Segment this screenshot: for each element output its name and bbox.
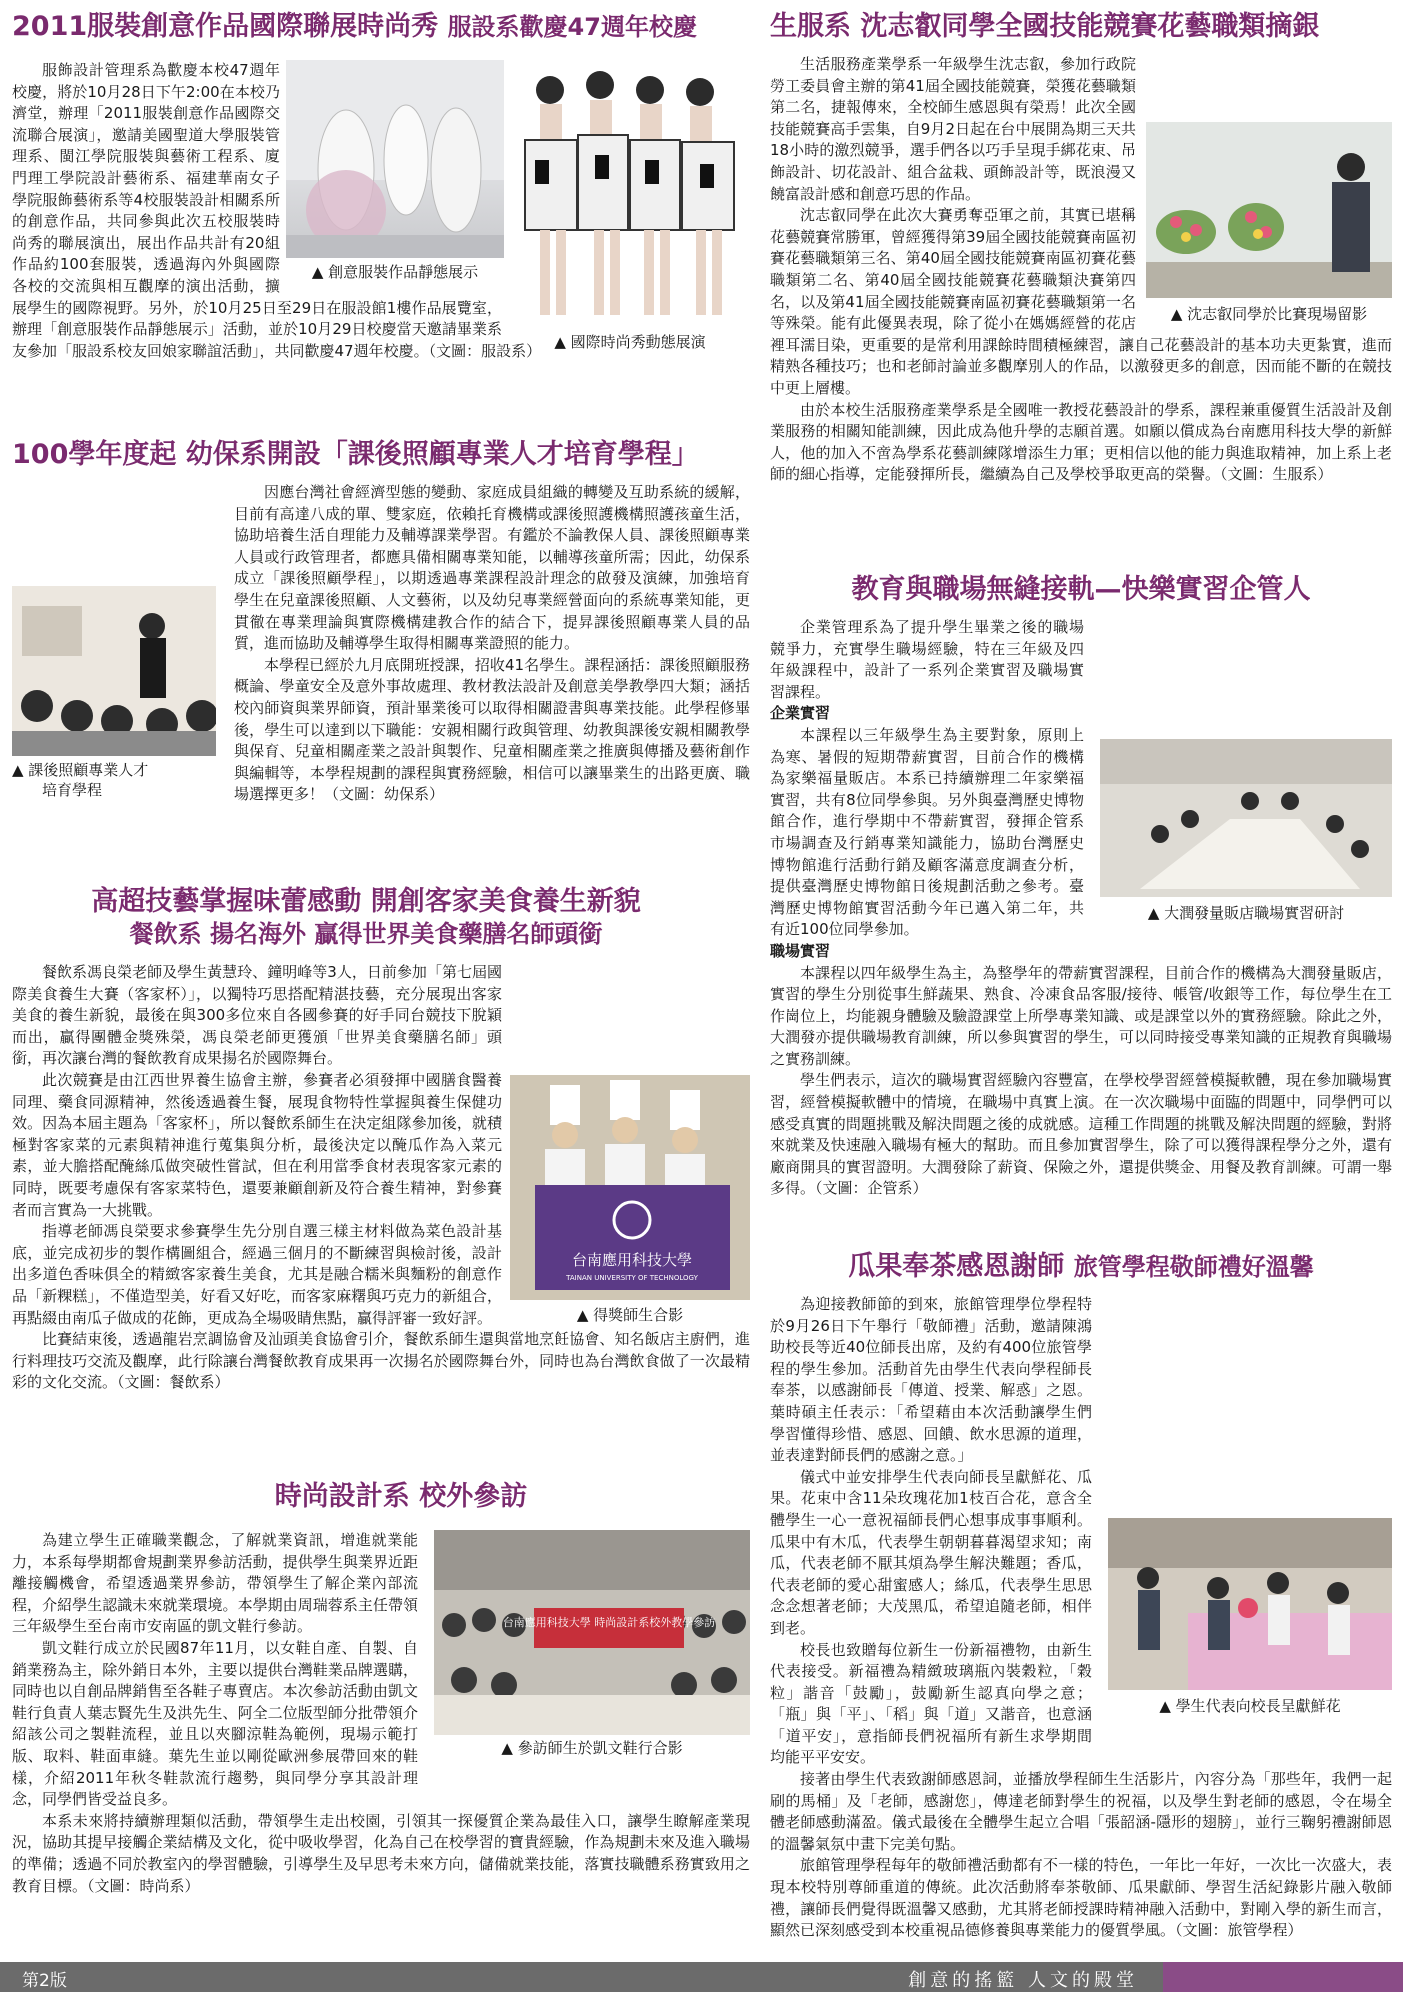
caption: ▲ 得獎師生合影 — [576, 1306, 684, 1324]
article-body: 企業管理系為了提升學生畢業之後的職場競爭力，充實學生職場經驗，特在三年級及四年級課程中，設計了一系列企業實習及職場實習課程。 企業實習 本課程以三年級學生為主要對象，原則上為寒、暑假的短期帶薪實習，目前合作的機構為家樂福量販店。本系已持續辦理二年家樂福實習，共有8位同學參與。另外與臺灣歷史博物館合作，進行學期中不帶薪實習，發揮企管系市場調查及行銷專業知識能力，協助台灣歷史博物館進行活動行銷及顧客滿意度調查分析，提供臺灣歷史博物館日後規劃活動之參考。臺灣歷史博物館實習活動今年已邁入第二年，共有近100位同學參加。 職場實習 本課程以四年級學生為主，為整學年的帶薪實習課程，目前合作的機構為大潤發量販店，實習的學生分別從事生鮮蔬果、熟食、冷凍食品客服/接待、帳管/收銀等工作，每位學生在工作崗位上，均能親身體驗及驗證課堂上所學專業知識、或是課堂以外的實務經驗。除此之外，大潤發亦提供職場教育訓練，所以參與實習的學生，可以同時接受專業知識的正規教育與職場之實務訓練。 學生們表示，這次的職場實習經驗內容豐富，在學校學習經營模擬軟體，現在參加職場實習，經營模擬軟體中的情境，在職場中真實上演。在一次次職場中面臨的問題中，同學們可以感受真實的問題挑戰及解決問題之後的成就感。這種工作問題的挑戰及解決問題的經驗，對將來就業及快速融入職場有極大的幫助。而且參加實習學生，除了可以獲得課程學分之外，還有廠商開具的實習證明。大潤發除了薪資、保險之外，還提供獎金、用餐及教育訓練。可謂一舉多得。（文圖：企管系） — [770, 618, 1392, 1198]
banner-text: 台南應用科技大學 時尚設計系校外教學參訪 — [502, 1616, 716, 1629]
footer-band — [1163, 1962, 1403, 1992]
article-body: 生活服務產業學系一年級學生沈志叡，參加行政院勞工委員會主辦的第41屆全國技能競賽，榮獲花藝職類第二名，捷報傳來，全校師生感恩與有榮焉！此次全國技能競賽高手雲集，自9月2日起在台中展開為期三天共18小時的激烈競爭，選手們各以巧手呈現手綁花束、吊飾設計、切花設計、組合盆栽、頭飾設計等，既浪漫又饒富設計感和創意巧思的作品。 沈志叡同學在此次大賽勇奪亞軍之前，其實已堪稱花藝競賽常勝軍，曾經獲得第39屆全國技能競賽南區初賽花藝職類第三名、第40屆全國技能競賽南區初賽花藝職類第二名、第40屆全國技能競賽花藝職類決賽第四名，以及第41屆全國技能競賽南區初賽花藝職類第一名等殊榮。能有此優異表現，除了從小在媽媽經營的花店裡耳濡目染，更重要的是常利用課餘時間積極練習，讓自己花藝設計的基本功夫更紮實，進而精熟各種技巧；也和老師討論並多觀摩別人的作品，以激發更多的創意，因而能不斷的在競技中更上層樓。 由於本校生活服務產業學系是全國唯一教授花藝設計的學系，課程兼重優質生活設計及創業服務的相關知能訓練，因此成為他升學的志願首選。如願以償成為台南應用科技大學的新鮮人，他的加入不啻為學系花藝訓練隊增添生力軍；更相信以他的能力與進取精神，加上系上老師的細心指導，定能發揮所長，繼續為自己及學校爭取更高的榮譽。（文圖：生服系） — [770, 55, 1392, 484]
article-title: 生服系 沈志叡同學全國技能競賽花藝職類摘銀 — [770, 11, 1320, 42]
article-title: 教育與職場無縫接軌—快樂實習企管人 — [851, 574, 1311, 605]
caption: ▲ 課後照顧專業人才 培育學程 — [12, 761, 149, 799]
banner-text-en: TAINAN UNIVERSITY OF TECHNOLOGY — [566, 1274, 698, 1282]
article-body: 因應台灣社會經濟型態的變動、家庭成員組織的轉變及互助系統的緩解，目前有高達八成的單、雙家庭，依賴托育機構或課後照護機構照護孩童生活，協助培養生活自理能力及輔導課業學習。有鑑於不論教保人員、課後照顧專業人員或行政管理者，都應具備相關專業知能，以輔導孩童所需；因此，幼保系成立「課後照顧學程」，以期透過專業課程設計理念的啟發及演練，加強培育學生在兒童課後照顧、人文藝術，以及幼兒專業經營面向的系統專業知能，更貫徹在專業理論與實際機構建教合作的結合下，提昇課後照顧專業人員的品質，進而協助及輔導學生取得相關專業證照的能力。 本學程已經於九月底開班授課，招收41名學生。課程涵括：課後照顧服務概論、學童安全及意外事故處理、教材教法設計及創意美學教學四大類；涵括校內師資與業界師資，預計畢業後可以取得相關證書與專業技能。此學程修畢後，學生可以達到以下職能：安親相關行政與管理、幼教與課後安親相關教學與保育、兒童相關產業之設計與製作、兒童相關產業之推廣與傳播及藝術創作與編輯等，本學程規劃的課程與實務經驗，相信可以讓畢業生的出路更廣、職場選擇更多！（文圖：幼保系） — [234, 483, 750, 804]
page-number: 第2版 — [22, 1971, 67, 1991]
article-after-school-program — [12, 438, 750, 858]
article-title: 時尚設計系 校外參訪 — [274, 1481, 528, 1512]
article-hakka-cuisine — [12, 885, 750, 1455]
article-field-trip — [12, 1480, 750, 1950]
article-floral-competition — [770, 10, 1392, 555]
article-body: 服飾設計管理系為歡慶本校47週年校慶，將於10月28日下午2:00在本校乃濟堂，辦理「2011服裝創意作品國際交流聯合展演」，邀請美國聖道大學服裝管理系、閩江學院服裝與藝術工程系、廈門理工學院設計藝術系、福建華南女子學院服飾藝術系等4校服裝設計相關系所的創意作品，共同參與此次五校服裝時尚秀的聯展演出，展出作品共計有20組作品約100套服裝，透過海內外與國際各校的交流與相互觀摩的演出活動，擴展學生的國際視野。另外，於10月25日至29日在服設館1樓作品展覽室，辦理「創意服裝作品靜態展示」活動，並於10月29日校慶當天邀請畢業系友參加「服設系校友回娘家聯誼活動」，共同歡慶47週年校慶。（文圖：服設系） — [12, 61, 542, 360]
section-label: 企業實習 — [770, 704, 831, 723]
article-title: 高超技藝掌握味蕾感動 開創客家美食養生新貌 — [91, 886, 641, 917]
article-title: 2011服裝創意作品國際聯展時尚秀 服設系歡慶47週年校慶 — [12, 11, 697, 42]
footer-motto: 創意的搖籃 人文的殿堂 — [908, 1970, 1138, 1991]
article-fashion-show — [12, 10, 750, 410]
article-body: 為建立學生正確職業觀念，了解就業資訊，增進就業能力，本系每學期都會規劃業界參訪活動，提供學生與業界近距離接觸機會，希望透過業界參訪，帶領學生了解企業內部流程，介紹學生認識未來就業環境。本學期由周瑞蓉系主任帶領三年級學生至台南市安南區的凱文鞋行參訪。 凱文鞋行成立於民國87年11月，以女鞋自產、自製、自銷業務為主，除外銷日本外，主要以提供台灣鞋業品牌選購，同時也以自創品牌銷售至各鞋子專賣店。本次參訪活動由凱文鞋行負責人葉志賢先生及洪先生、阿全二位版型師分批帶領介紹該公司之製鞋流程，並且以夾腳涼鞋為範例，現場示範打版、取料、鞋面車縫。葉先生並以剛從歐洲參展帶回來的鞋樣，介紹2011年秋冬鞋款流行趨勢，與同學分享其設計理念，同學們皆受益良多。 本系未來將持續辦理類似活動，帶領學生走出校園，引領其一探優質企業為最佳入口，讓學生瞭解產業現況，協助其提早接觸企業結構及文化，從中吸收學習，化為自己在校學習的寶貴經驗，作為規劃未來及進入職場的準備；透過不同於教室內的學習體驗，引導學生及早思考未來方向，儲備就業技能，落實技職體系務實致用之教育目標。（文圖：時尚系） — [12, 1531, 750, 1895]
article-body: 餐飲系馮良榮老師及學生黃慧玲、鐘明峰等3人，日前參加「第七屆國際美食養生大賽（客家杯）」，以獨特巧思搭配精湛技藝，充分展現出客家美食的養生新貌，最後在與300多位來自各國參賽的好手同台競技下脫穎而出，贏得團體金獎殊榮，馮良榮老師更獲頒「世界美食藥膳名師」頭銜，再次讓台灣的餐飲教育成果揚名於國際舞台。 此次競賽是由江西世界養生協會主辦，參賽者必須發揮中國膳食醫養同理、藥食同源精神，然後透過養生餐，展現食物特性掌握與養生保健功效。因為本屆主題為「客家杯」，所以餐飲系師生在決定組隊參加後，就積極對客家菜的元素與精神進行蒐集與分析，最後決定以醃瓜作為入菜元素，並大膽搭配醃絲瓜做突破性嘗試，但在利用當季食材表現客家元素的同時，既要考慮保有客家菜特色，還要兼顧創新及符合養生精神，對參賽者而言實為一大挑戰。 指導老師馮良榮要求參賽學生先分別自選三樣主材料做為菜色設計基底，並完成初步的製作構圖組合，經過三個月的不斷練習與檢討後，設計出多道色香味俱全的精緻客家養生美食，尤其是融合糯米與麵粉的創意作品「新粿糕」，不僅造型美，好看又好吃，而客家麻糬與巧克力的新組合，再點綴由南瓜子做成的花飾，更成為全場吸睛焦點，贏得評審一致好評。 比賽結束後，透過龍岩烹調協會及汕頭美食協會引介，餐飲系師生還與當地烹飪協會、知名飯店主廚們，進行料理技巧交流及觀摩，此行除讓台灣餐飲教育成果再一次揚名於國際舞台外，同時也為台灣飲食做了一次最精彩的文化交流。（文圖：餐飲系） — [12, 963, 750, 1392]
section-label: 職場實習 — [770, 941, 831, 960]
article-title: 100學年度起 幼保系開設「課後照顧專業人才培育學程」 — [12, 439, 699, 470]
caption: ▲ 學生代表向校長呈獻鮮花 — [1159, 1697, 1341, 1715]
caption: ▲ 沈志叡同學於比賽現場留影 — [1170, 305, 1368, 323]
article-subtitle: 餐飲系 揚名海外 贏得世界美食藥膳名師頭銜 — [129, 920, 603, 948]
banner-text: 台南應用科技大學 — [571, 1251, 693, 1269]
article-title: 瓜果奉茶感恩謝師 旅管學程敬師禮好溫馨 — [848, 1251, 1314, 1282]
caption: ▲ 創意服裝作品靜態展示 — [311, 263, 479, 281]
caption: ▲ 國際時尚秀動態展演 — [554, 333, 706, 351]
article-management-internship — [770, 573, 1392, 1253]
page-footer — [0, 1962, 1403, 1992]
article-teacher-appreciation — [770, 1250, 1392, 1950]
caption: ▲ 參訪師生於凱文鞋行合影 — [501, 1739, 683, 1757]
caption: ▲ 大潤發量販店職場實習研討 — [1147, 904, 1345, 922]
article-body: 為迎接教師節的到來，旅館管理學位學程特於9月26日下午舉行「敬師禮」活動，邀請陳鴻助校長等近40位師長出席，及約有400位旅管學程的學生參加。活動首先由學生代表向學程師長奉茶，以感謝師長「傳道、授業、解惑」之恩。葉時碩主任表示：「希望藉由本次活動讓學生們學習懂得珍惜、感恩、回饋、飲水思源的道理，並表達對師長們的感謝之意。」 儀式中並安排學生代表向師長呈獻鮮花、瓜果。花束中含11朵玫瑰花加1枝百合花，意含全體學生一心一意祝福師長們心想事成事事順利。瓜果中有木瓜，代表學生朝朝暮暮渴望求知；南瓜，代表老師不厭其煩為學生解決難題；香瓜，代表老師的愛心甜蜜感人；絲瓜，代表學生思思念念想著老師；大茂黑瓜，希望追隨老師，相伴到老。 校長也致贈每位新生一份新福禮物，由新生代表接受。新福禮為精緻玻璃瓶內裝穀粒，「穀粒」諧音「鼓勵」，鼓勵新生認真向學之意；「瓶」與「平」、「稻」與「道」又諧音，也意涵「道平安」，意指師長們祝福所有新生求學期間均能平平安安。 接著由學生代表致謝師感恩詞，並播放學程師生生活影片，內容分為「那些年，我們一起刷的馬桶」及「老師，感謝您」，傳達老師對學生的祝福，以及學生對老師的感恩，令在場全體老師感動滿盈。儀式最後在全體學生起立合唱「張韶涵-隱形的翅膀」，並行三鞠躬禮謝師恩的溫馨氣氛中畫下完美句點。 旅館管理學程每年的敬師禮活動都有不一樣的特色，一年比一年好，一次比一次盛大，表現本校特別尊師重道的傳統。此次活動將奉茶敬師、瓜果獻師、學習生活紀錄影片融入敬師禮，讓師長們覺得既溫馨又感動，尤其將老師授課時精神融入活動中，對剛入學的新生而言，顯然已深刻感受到本校重視品德修養與專業能力的優質學風。（文圖：旅管學程） — [770, 1295, 1392, 1940]
